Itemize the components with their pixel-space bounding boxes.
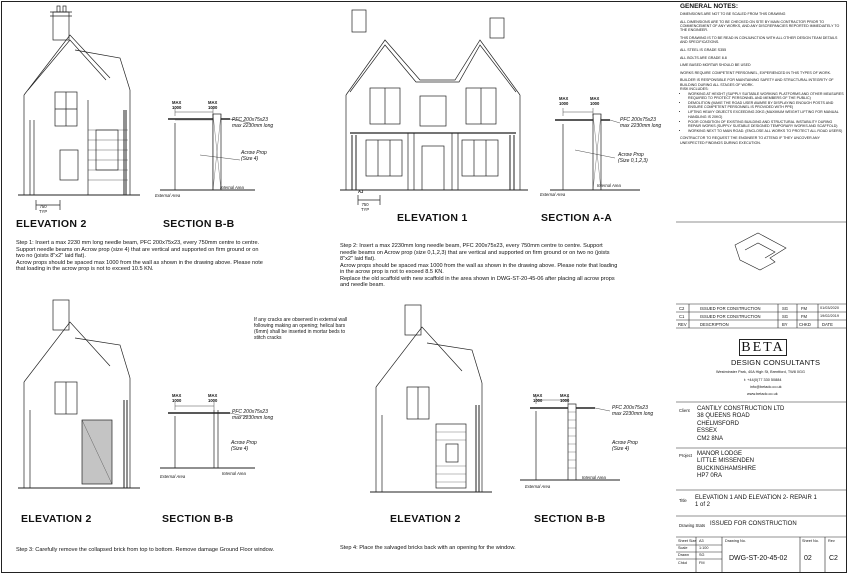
rev-header-desc: DESCRIPTION xyxy=(700,322,729,327)
p1-section-title: SECTION B-B xyxy=(163,218,235,230)
p3-external-area: External Area xyxy=(160,474,186,479)
title-line: 1 of 2 xyxy=(695,502,711,509)
p1-max-2: MAX 1000 xyxy=(208,100,218,110)
elevation-2-drawing-step4 xyxy=(370,305,492,492)
p4-elevation-title: ELEVATION 2 xyxy=(390,513,461,525)
p2-external-area: External Area xyxy=(540,192,566,197)
rev-header-date: DATE xyxy=(822,322,833,327)
chkd-value: FM xyxy=(699,561,705,565)
p2-max-2: MAX 1000 xyxy=(590,96,600,106)
risk-list xyxy=(680,92,844,134)
scale-label: Scale xyxy=(678,546,688,550)
p4-max-1: MAX 1000 xyxy=(533,393,543,403)
p4-max-2: MAX 1000 xyxy=(560,393,570,403)
elevation-2-drawing-top xyxy=(18,6,140,210)
client-label: Client xyxy=(679,408,690,413)
rev-row-2-by: SG xyxy=(782,314,789,319)
elevation-2-drawing-step3 xyxy=(18,300,140,488)
note: BUILDER IS RESPONSIBLE FOR MAINTAINING SAFETY AND STRUCTURAL INTEGRITY OF BUILDING DURING ALL STAGES OF WORK. xyxy=(680,78,834,87)
beta-logo xyxy=(739,339,787,356)
p2-pfc-label: PFC 200x75x23 max 2230mm long xyxy=(620,117,662,129)
rev-row-1-date: 01/03/2020 xyxy=(820,306,840,310)
p2-elevation-title: ELEVATION 1 xyxy=(397,212,468,224)
chkd-label: Chkd xyxy=(678,561,687,565)
project-line: LITTLE MISSENDEN xyxy=(697,458,755,465)
project-line: BUCKINGHAMSHIRE xyxy=(697,465,757,472)
client-block xyxy=(697,406,784,443)
p1-internal-area: Internal Area xyxy=(220,185,244,190)
drawing-no-value: DWG-ST-20-45-02 xyxy=(729,555,788,562)
p2-typ-dim: 750 TYP xyxy=(361,202,370,212)
rev-label: Rev xyxy=(828,539,835,543)
section-b-b-drawing-step4 xyxy=(520,396,620,480)
p1-pfc-label: PFC 200x75x23 max 2230mm long xyxy=(232,117,274,129)
p3-cracks-note: If any cracks are observed in external wall following making an opening; helical bars (6mm) shall be inserted in mortar beds to stitch cracks xyxy=(254,317,349,341)
sheet-no-value: 02 xyxy=(804,555,812,562)
p1-typ-dim: 750 TYP xyxy=(39,204,48,214)
rev-row-2-desc: ISSUED FOR CONSTRUCTION xyxy=(700,314,761,319)
title-line: ELEVATION 1 AND ELEVATION 2- REPAIR 1 xyxy=(695,495,817,501)
p1-prop-label: Acrow Prop (Size 4) xyxy=(241,150,267,162)
p4-section-title: SECTION B-B xyxy=(534,513,606,525)
rev-header-chkd: CHKD xyxy=(799,322,811,327)
sheet-size-value: A3 xyxy=(699,539,704,543)
note: THIS DRAWING IS TO BE READ IN CONJUNCTION WITH ALL OTHER DESIGN TEAM DETAILS AND SPECIFICATIONS. xyxy=(680,36,838,45)
p4-external-area: External Area xyxy=(525,484,551,489)
rev-header-rev: REV xyxy=(678,322,687,327)
elevation-1-drawing xyxy=(340,10,528,205)
p3-max-1: MAX 1000 xyxy=(172,393,182,403)
drawing-status: ISSUED FOR CONSTRUCTION xyxy=(710,521,797,527)
rev-row-1-desc: ISSUED FOR CONSTRUCTION xyxy=(700,306,761,311)
p3-elevation-title: ELEVATION 2 xyxy=(21,513,92,525)
key-plan-drawing xyxy=(735,233,786,270)
note: RISK INCLUDES: xyxy=(680,87,709,92)
client-line: CM2 8NA xyxy=(697,435,724,442)
drawn-label: Drawn xyxy=(678,553,689,557)
p4-step-text: Step 4: Place the salvaged bricks back with an opening for the window. xyxy=(340,545,516,551)
p2-prop-label: Acrow Prop (Size 0,1,2,3) xyxy=(618,152,648,164)
p4-internal-area: Internal Area xyxy=(582,475,606,480)
rev-row-1-by: SG xyxy=(782,306,789,311)
note: ALL BOLTS ARE GRADE 8.8 xyxy=(680,55,727,60)
note: DIMENSIONS ARE NOT TO BE SCALED FROM THIS DRAWING xyxy=(680,12,786,16)
note: ALL DIMENSIONS ARE TO BE CHECKED ON SITE BY MAIN CONTRACTOR PRIOR TO COMMENCEMENT OF ANY WORKS, AND ANY DISCREPANCIES REPORTED IMMEDIATELY TO THE ENGINEER. xyxy=(680,19,840,33)
p3-max-2: MAX 1000 xyxy=(208,393,218,403)
company-address: Westminster Park, 40A High St, Brentford, TW8 0GG xyxy=(716,370,805,374)
client-line: CHELMSFORD xyxy=(697,420,740,427)
drawn-value: SG xyxy=(699,553,705,557)
rev-header-by: BY xyxy=(782,322,788,327)
project-line: HP7 0RA xyxy=(697,473,723,480)
note: LIME BASED MORTAR SHOULD BE USED xyxy=(680,63,751,68)
rev-row-2-rev: C1 xyxy=(679,314,685,319)
rev-row-1-rev: C2 xyxy=(679,306,685,311)
scale-value: 1:100 xyxy=(699,546,709,550)
note-final: CONTRACTOR TO REQUEST THE ENGINEER TO ATTEND IF THEY UNCOVER ANY UNEXPECTED FINDINGS DURING EXECUTION. xyxy=(680,136,820,145)
beta-logo-text: BETA xyxy=(741,340,785,355)
rev-row-2-date: 19/02/2019 xyxy=(820,314,840,318)
p4-prop-label: Acrow Prop (Size 4) xyxy=(612,440,638,452)
company-web[interactable]: www.betadc.co.uk xyxy=(747,392,778,396)
p4-pfc-label: PFC 200x75x23 max 2230mm long xyxy=(612,405,654,417)
p3-step-text: Step 3: Carefully remove the collapsed brick from top to bottom. Remove damage Ground Floor window. xyxy=(16,547,275,553)
risk-item: • DEMOLITION (MAKE THE ROAD USER AWARE BY DISPLAYING ENOUGH POSTS AND ENSURE COMPETENT PERSONNEL IS PROVIDED WITH PPE) xyxy=(688,101,844,110)
company-tel: t: +44(0)77 330 50884 xyxy=(744,378,782,382)
sheet-no-label: Sheet No. xyxy=(802,539,819,543)
risk-item: • WORKING NEXT TO MAIN ROAD. (ENCLOSE ALL WORKS TO PROTECT ALL ROAD USERS) xyxy=(688,129,844,133)
note: WORKS REQUIRE COMPETENT PERSONNEL, EXPERIENCED IN THIS TYPES OF WORK. xyxy=(680,70,831,75)
company-email[interactable]: info@betadc.co.uk xyxy=(750,385,782,389)
general-notes xyxy=(680,12,844,148)
p3-pfc-label: PFC 200x75x23 max 2230mm long xyxy=(232,409,274,421)
p3-section-title: SECTION B-B xyxy=(162,513,234,525)
rev-row-1-chkd: FM xyxy=(801,306,808,311)
project-block xyxy=(697,451,756,481)
p3-prop-label: Acrow Prop (Size 4) xyxy=(231,440,257,452)
client-line: ESSEX xyxy=(697,428,718,435)
p1-step-text: Step 1: Insert a max 2230 mm long needle beam, PFC 200x75x23, every 750mm centre to centre. Support needle beams on Acrow prop (size 4) that are vertical and supported on firm ground or on two no (joists 8"x2" laid flat). Acrow props should be spaced max 1000 from the wall as shown in the drawing above. Please note that loading in the acrow prop is not to exceed 10.5 KN. xyxy=(16,240,263,272)
title-label: Title xyxy=(679,498,687,503)
company-name: DESIGN CONSULTANTS xyxy=(731,358,821,367)
p2-section-title: SECTION A-A xyxy=(541,212,613,224)
title-block xyxy=(695,495,817,510)
project-label: Project xyxy=(679,453,693,458)
p3-internal-area: Internal Area xyxy=(222,471,246,476)
p1-external-area: External Area xyxy=(155,193,181,198)
p2-aj-label: AJ xyxy=(358,189,364,194)
sheet-size-label: Sheet Size xyxy=(678,539,697,543)
risk-item: • POOR CONDITION OF EXISTING BUILDING AND STRUCTURAL INSTABILITY DURING REPAIR WORKS (SUPPLY SUITABLE DESIGNED TEMPORARY WORKS AND SCAFFOLD) xyxy=(688,120,844,129)
risk-item: • LIFTING HEAVY OBJECTS EXCEEDING 20KG (MAXIMUM WEIGHT LIFTING FOR MANUAL HANDLING IS 20KG) xyxy=(688,110,844,119)
client-line: CANTILY CONSTRUCTION LTD xyxy=(697,406,785,412)
rev-row-2-chkd: FM xyxy=(801,314,808,319)
risk-item: • WORKING AT HEIGHT (SUPPLY SUITABLE WORKING PLATFORMS AND OTHER MEASURES REQUIRED TO PROTECT PERSONNEL AND MEMBERS OF THE PUBLIC) xyxy=(688,92,844,101)
client-line: 38 QUEENS ROAD xyxy=(697,413,750,420)
p2-internal-area: Internal Area xyxy=(597,183,621,188)
p2-max-1: MAX 1000 xyxy=(559,96,569,106)
status-label: Drawing Stats xyxy=(679,523,706,528)
p2-step-text: Step 2: Insert a max 2230mm long needle beam, PFC 200x75x23, every 750mm centre to centre. Support needle beams on Acrow prop (size 0,1,2,3) that are vertical and supported on firm ground or on two no (joists 8"x2" laid flat). Acrow props should be spaced max 1000 from the wall as shown in the drawing above. Please note that loading in the acrow prop is not to exceed 8.5 KN. Replace the old scaffold with new scaffold in the area shown in DWG-ST-20-45-06 after placing all acrow props and needle beam. xyxy=(340,243,618,288)
general-notes-title: GENERAL NOTES: xyxy=(680,3,739,10)
note: ALL STEEL IS GRADE S355 xyxy=(680,48,727,52)
p1-elevation-title: ELEVATION 2 xyxy=(16,218,87,230)
rev-value: C2 xyxy=(829,555,838,562)
drawing-no-label: Drawing No. xyxy=(725,539,746,543)
project-line: MANOR LODGE xyxy=(697,451,743,457)
p1-max-1: MAX 1000 xyxy=(172,100,182,110)
